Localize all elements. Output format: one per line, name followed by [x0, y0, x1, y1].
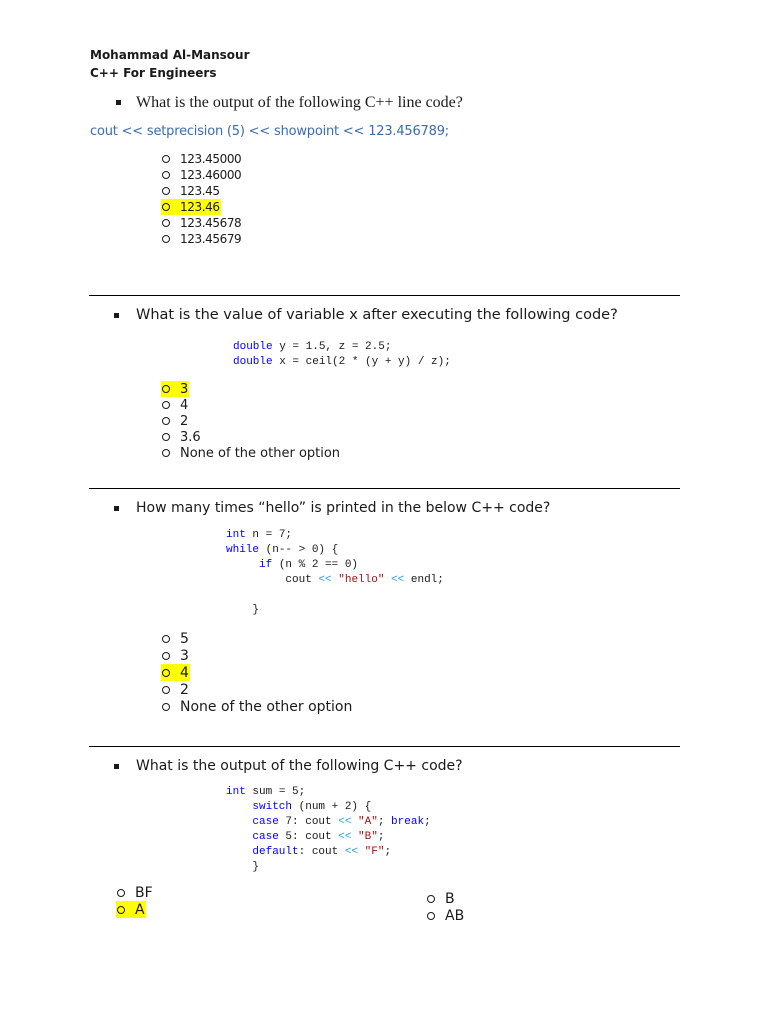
option[interactable]: 123.45679: [161, 231, 242, 247]
circle-bullet-icon: [162, 669, 170, 677]
question-4-options-right: [426, 890, 465, 924]
option[interactable]: None of the other option: [161, 698, 353, 715]
option[interactable]: 3.6: [161, 429, 341, 445]
circle-bullet-icon: [162, 652, 170, 660]
circle-bullet-icon: [162, 203, 170, 211]
circle-bullet-icon: [427, 895, 435, 903]
circle-bullet-icon: [162, 433, 170, 441]
separator: [89, 295, 680, 296]
question-2-text: What is the value of variable x after executing the following code?: [136, 307, 618, 323]
option[interactable]: None of the other option: [161, 445, 341, 461]
circle-bullet-icon: [162, 235, 170, 243]
option[interactable]: BF: [116, 884, 154, 901]
option[interactable]: 2: [161, 681, 353, 698]
option[interactable]: 2: [161, 413, 341, 429]
option[interactable]: 123.45000: [161, 151, 242, 167]
option[interactable]: AB: [426, 907, 465, 924]
circle-bullet-icon: [162, 385, 170, 393]
option[interactable]: 5: [161, 630, 353, 647]
circle-bullet-icon: [162, 449, 170, 457]
question-4-options-left: [116, 884, 154, 918]
question-3-options: [161, 630, 353, 715]
circle-bullet-icon: [117, 906, 125, 914]
question-1-options: [161, 151, 242, 247]
question-bullet: [114, 764, 119, 769]
circle-bullet-icon: [162, 171, 170, 179]
question-2-options: [161, 381, 341, 461]
option-highlighted[interactable]: 4: [161, 664, 353, 681]
circle-bullet-icon: [162, 155, 170, 163]
question-bullet: [114, 506, 119, 511]
circle-bullet-icon: [162, 219, 170, 227]
option[interactable]: B: [426, 890, 465, 907]
separator: [89, 746, 680, 747]
circle-bullet-icon: [117, 889, 125, 897]
option[interactable]: 123.45678: [161, 215, 242, 231]
question-4-code: int sum = 5; switch (num + 2) { case 7: cout << "A"; break; case 5: cout << "B"; default: cout << "F"; }: [226, 786, 431, 873]
question-4-text: What is the output of the following C++ code?: [136, 758, 463, 774]
circle-bullet-icon: [162, 401, 170, 409]
question-bullet: [114, 313, 119, 318]
option[interactable]: 3: [161, 647, 353, 664]
circle-bullet-icon: [427, 912, 435, 920]
question-2-code: double y = 1.5, z = 2.5; double x = ceil(2 * (y + y) / z);: [233, 341, 451, 368]
option-highlighted[interactable]: A: [116, 901, 154, 918]
option[interactable]: 123.45: [161, 183, 242, 199]
circle-bullet-icon: [162, 635, 170, 643]
question-3-text: How many times “hello” is printed in the below C++ code?: [136, 500, 551, 516]
circle-bullet-icon: [162, 686, 170, 694]
circle-bullet-icon: [162, 417, 170, 425]
circle-bullet-icon: [162, 187, 170, 195]
question-1-code: cout << setprecision (5) << showpoint << 123.456789;: [90, 124, 449, 139]
question-bullet: [116, 100, 121, 105]
option[interactable]: 123.46000: [161, 167, 242, 183]
question-3-code: int n = 7; while (n-- > 0) { if (n % 2 == 0) cout << "hello" << endl; }: [226, 529, 444, 616]
circle-bullet-icon: [162, 703, 170, 711]
separator: [89, 488, 680, 489]
author-name: Mohammad Al-Mansour: [90, 48, 250, 62]
course-title: C++ For Engineers: [90, 66, 217, 80]
question-1-text: What is the output of the following C++ line code?: [136, 94, 463, 111]
option-highlighted[interactable]: 123.46: [161, 199, 242, 215]
option-highlighted[interactable]: 3: [161, 381, 341, 397]
option[interactable]: 4: [161, 397, 341, 413]
